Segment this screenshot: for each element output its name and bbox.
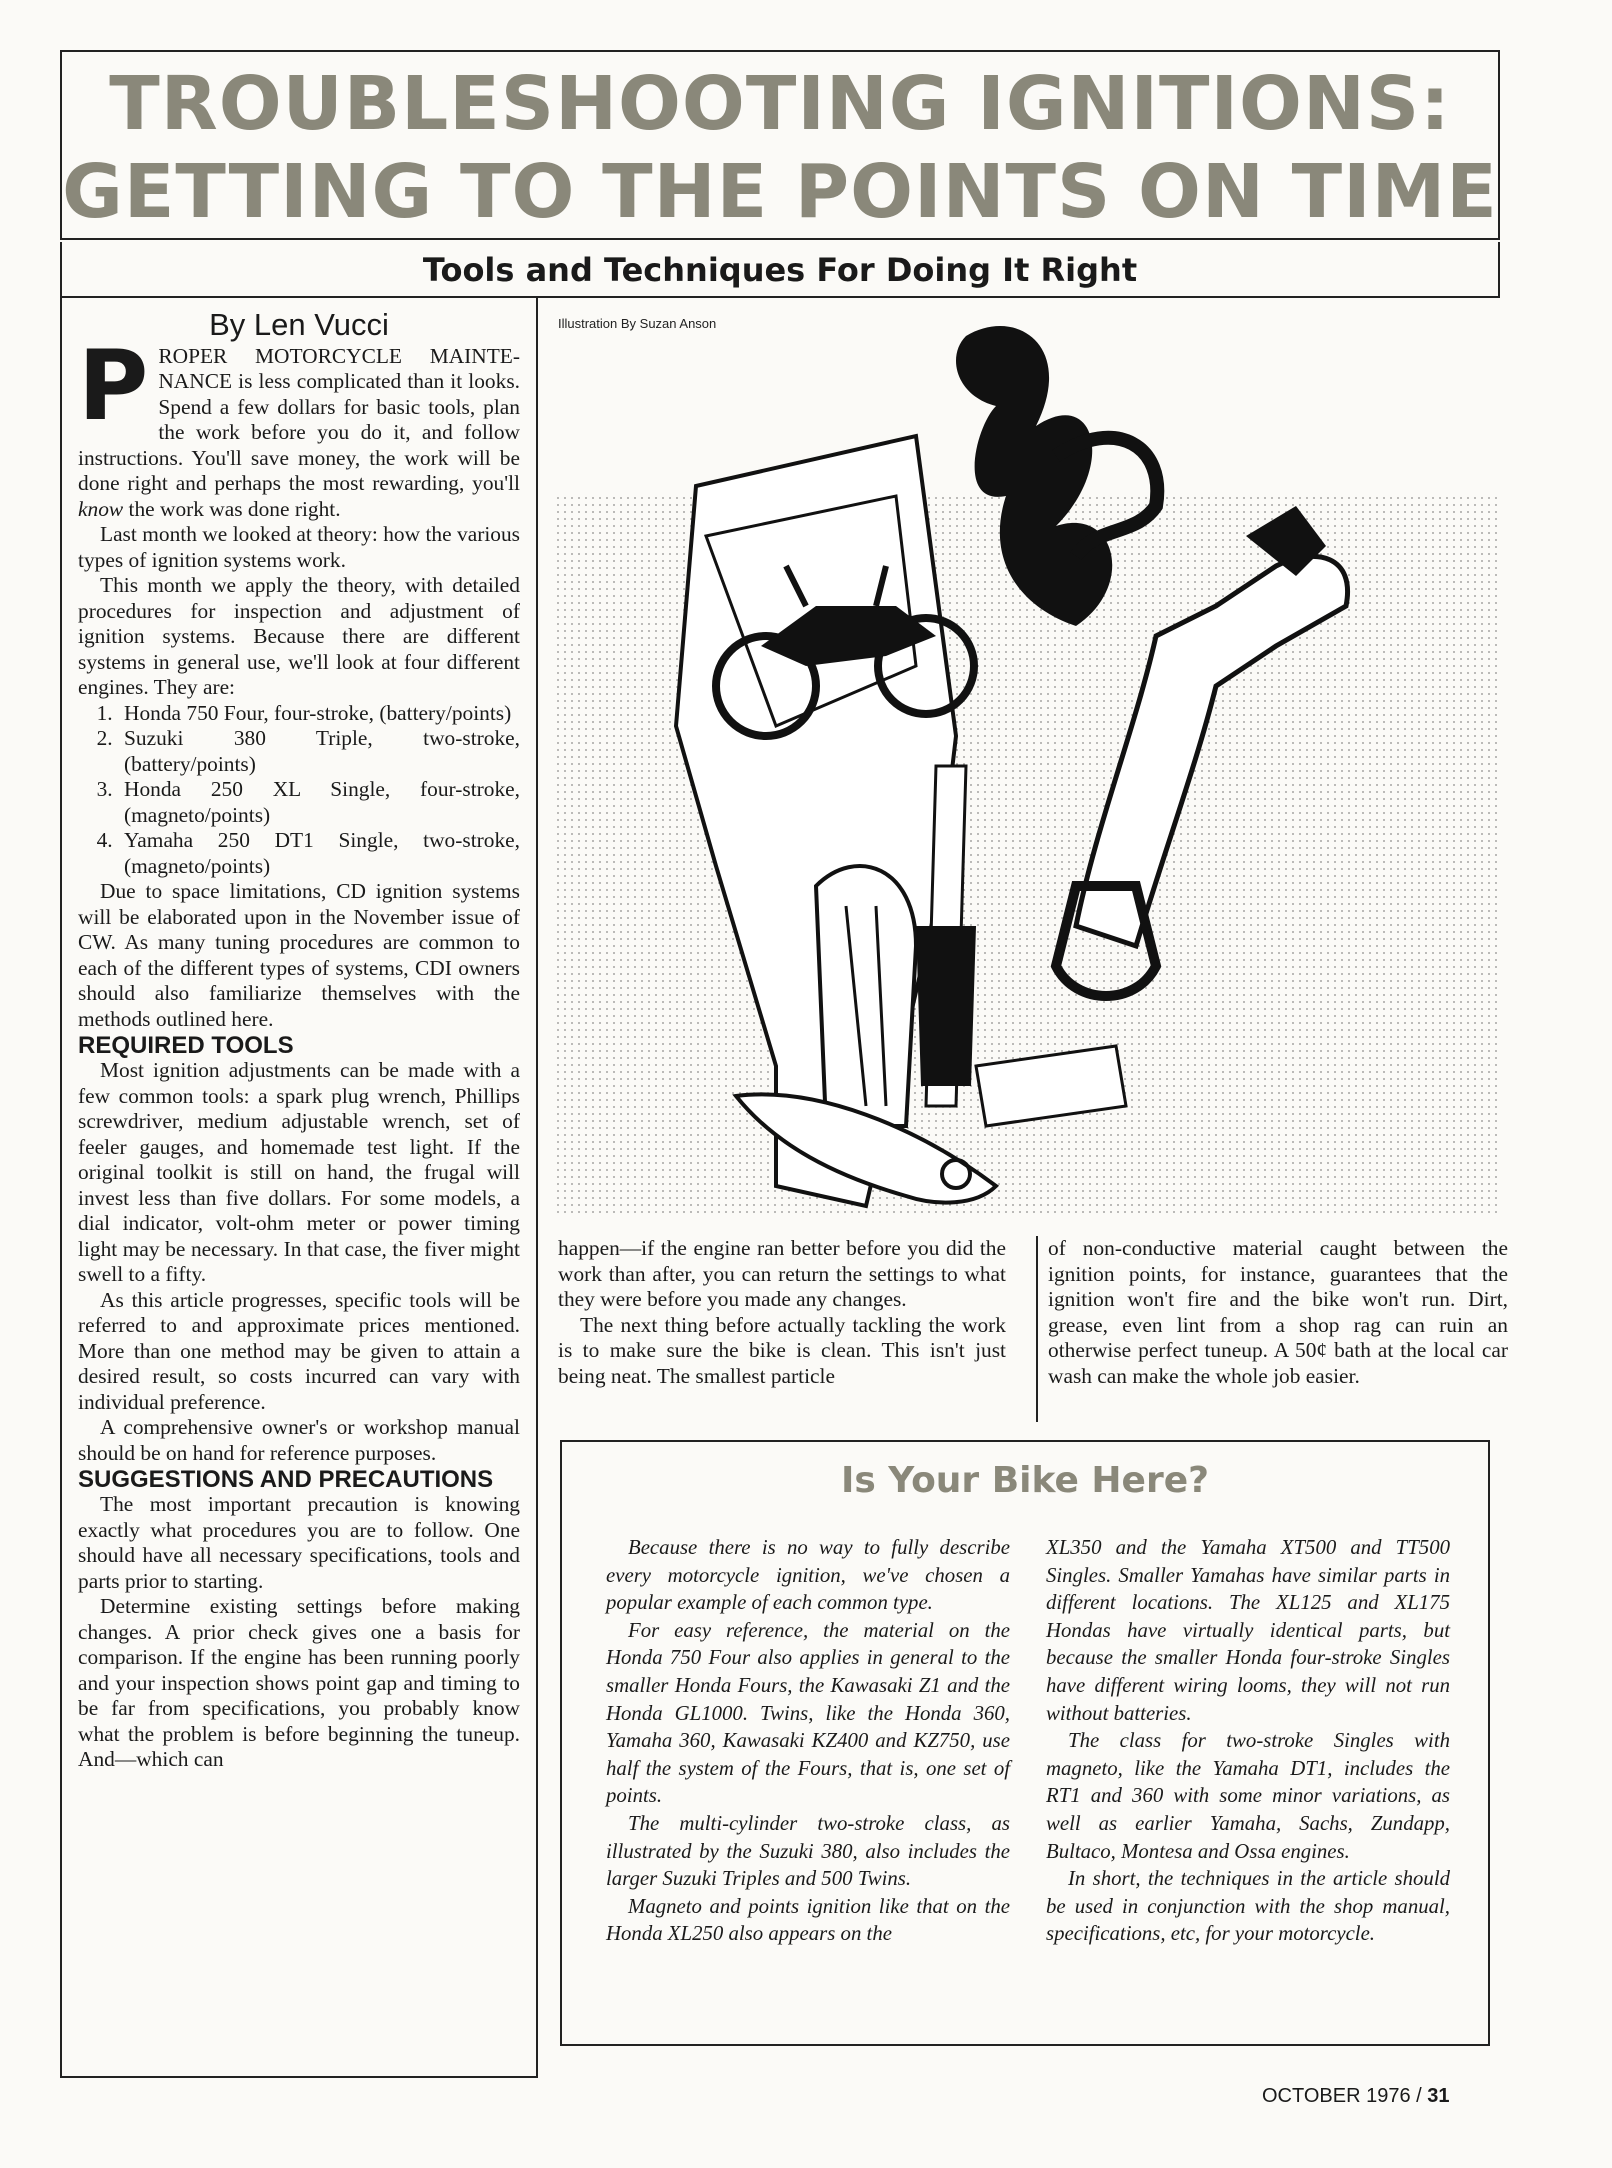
paragraph: The most important precaution is knowing exactly what procedures you are to follow. One should have all necessary specifications, tools and parts prior to starting. xyxy=(78,1492,520,1593)
byline: By Len Vucci xyxy=(209,307,389,342)
list-item: 1. Honda 750 Four, four-stroke, (battery/points) xyxy=(118,701,520,727)
headline-line-2: GETTING TO THE POINTS ON TIME xyxy=(62,149,1498,235)
list-item: 4. Yamaha 250 DT1 Single, two-stroke, (magneto/points) xyxy=(118,828,520,879)
sidebar-right-column xyxy=(1046,1534,1450,1948)
paragraph: The class for two-stroke Singles with magneto, like the Yamaha DT1, includes the RT1 and 360 with some minor variations, as well as earlier Yamaha, Sachs, Zundapp, Bultaco, Montesa and Ossa engines. xyxy=(1046,1729,1450,1863)
sidebar-box xyxy=(560,1440,1490,2046)
paragraph: Due to space limitations, CD ignition systems will be elaborated upon in the November issue of CW. As many tuning procedures are common to each of the different types of systems, CDI owners should also familiarize themselves with the methods outlined here. xyxy=(78,879,520,1031)
paragraph: XL350 and the Yamaha XT500 and TT500 Singles. Smaller Yamahas have similar parts in different locations. The XL125 and XL175 Hondas have virtually identical parts, but because the smaller Honda four-stroke Singles have different wiring looms, they will not run without batteries. xyxy=(1046,1536,1450,1725)
left-column xyxy=(60,298,538,2078)
list-item: 3. Honda 250 XL Single, four-stroke, (magneto/points) xyxy=(118,777,520,828)
paragraph: of non-conductive material caught between the ignition points, for instance, guarantees that the ignition won't fire and the bike won't run. Dirt, grease, even lint from a shop rag can ruin an otherwise perfect tuneup. A 50¢ bath at the local car wash can make the whole job easier. xyxy=(1048,1236,1508,1388)
illustration-credit: Illustration By Suzan Anson xyxy=(558,316,717,331)
right-column xyxy=(1036,1236,1508,1422)
page-number: 31 xyxy=(1427,2085,1450,2107)
list-item: 2. Suzuki 380 Triple, two-stroke, (battery/points) xyxy=(118,726,520,777)
middle-column xyxy=(558,1236,1006,1389)
paragraph: Magneto and points ignition like that on the Honda XL250 also appears on the xyxy=(606,1894,1010,1946)
paragraph: Most ignition adjustments can be made with a few common tools: a spark plug wrench, Phillips screwdriver, medium adjustable wrench, set of feeler gauges, and homemade test light. If the original toolkit is still on hand, the frugal will invest less than five dollars. For some models, a dial indicator, volt-ohm meter or power timing light may be necessary. In that case, the fiver might swell to a fifty. xyxy=(78,1058,520,1286)
paragraph: In short, the techniques in the article should be used in conjunction with the shop manual, specifications, etc, for your motorcycle. xyxy=(1046,1867,1450,1946)
headline-line-1: TROUBLESHOOTING IGNITIONS: xyxy=(109,61,1451,147)
page-footer xyxy=(1262,2085,1450,2108)
paragraph: For easy reference, the material on the Honda 750 Four also applies in general to the smaller Honda Fours, the Kawasaki Z1 and the Honda GL1000. Twins, like the Honda 360, Yamaha 360, Kawasaki KZ400 and KZ750, use half the system of the Fours, that is, one set of points. xyxy=(606,1618,1010,1808)
drop-cap: P xyxy=(78,329,149,442)
intro-paragraph: PROPER MOTORCYCLE MAINTE-NANCE is less complicated than it looks. Spend a few dollars for basic tools, plan the work before you do it, and follow instructions. You'll save money, the work will be done right and perhaps the most rewarding, you'll know the work was done right. xyxy=(78,329,520,521)
headline xyxy=(60,50,1500,240)
paragraph: The multi-cylinder two-stroke class, as illustrated by the Suzuki 380, also includes the larger Suzuki Triples and 500 Twins. xyxy=(606,1811,1010,1891)
paragraph: This month we apply the theory, with detailed procedures for inspection and adjustment of ignition systems. Because there are different systems in general use, we'll look at four different engines. They are: xyxy=(78,573,520,699)
paragraph: happen—if the engine ran better before you did the work than after, you can return the settings to what they were before you made any changes. xyxy=(558,1236,1006,1311)
paragraph: Because there is no way to fully describe every motorcycle ignition, we've chosen a popular example of each common type. xyxy=(606,1536,1010,1615)
paragraph: Determine existing settings before making changes. A prior check gives one a basis for comparison. If the engine has been running poorly and your inspection shows point gap and timing to be far from specifications, you probably know what the problem is before beginning the tuneup. And—which can xyxy=(78,1594,520,1771)
paragraph: A comprehensive owner's or workshop manual should be on hand for reference purposes. xyxy=(78,1415,520,1465)
paragraph: The next thing before actually tackling the work is to make sure the bike is clean. This isn't just being neat. The smallest particle xyxy=(558,1312,1006,1388)
paragraph: As this article progresses, specific tools will be referred to and approximate prices mentioned. More than one method may be given to attain a desired result, so costs incurred can vary with individual preference. xyxy=(78,1287,520,1414)
section-heading-suggestions: SUGGESTIONS AND PRECAUTIONS xyxy=(78,1466,494,1493)
sidebar-title: Is Your Bike Here? xyxy=(840,1460,1210,1501)
paragraph: Last month we looked at theory: how the various types of ignition systems work. xyxy=(78,522,520,572)
section-heading-tools: REQUIRED TOOLS xyxy=(78,1032,294,1059)
sidebar-left-column xyxy=(606,1534,1010,1948)
issue-date: OCTOBER 1976 / xyxy=(1262,2085,1428,2107)
engine-list xyxy=(78,701,520,880)
subhead: Tools and Techniques For Doing It Right xyxy=(60,242,1500,298)
tools-motorcycle-illustration xyxy=(556,306,1500,1236)
